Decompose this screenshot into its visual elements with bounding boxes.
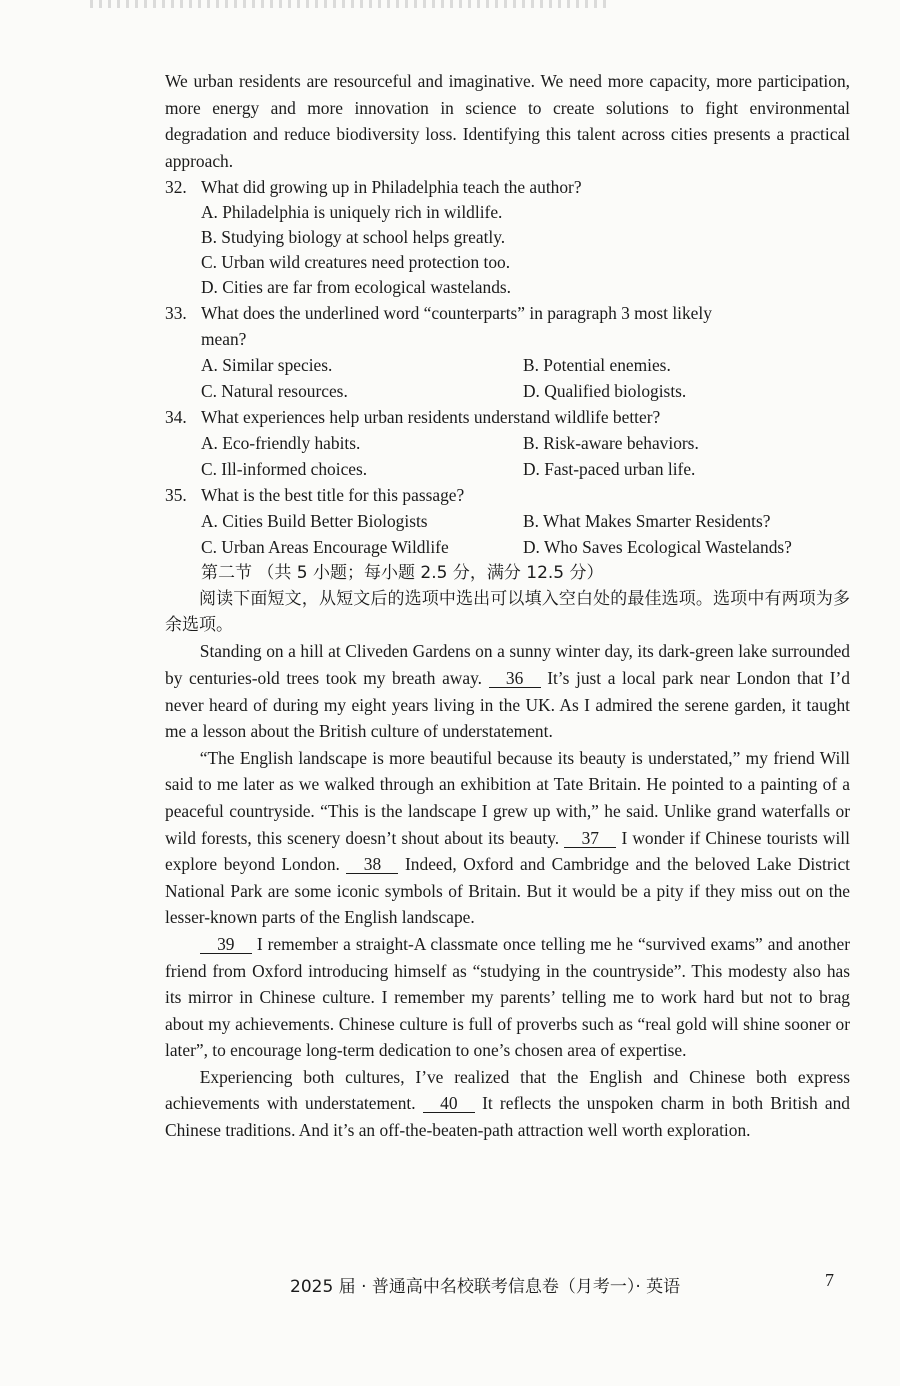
question-35 <box>165 482 850 560</box>
footer-title: 2025 届 · 普通高中名校联考信息卷（月考一）· 英语 <box>290 1277 681 1297</box>
question-34 <box>165 404 850 482</box>
option-b: B. What Makes Smarter Residents? <box>523 511 771 532</box>
question-stem: What did growing up in Philadelphia teach the author? <box>201 177 582 198</box>
option-b: B. Potential enemies. <box>523 355 671 376</box>
question-stem: What does the underlined word “counterparts” in paragraph 3 most likely <box>201 303 712 324</box>
option-a: A. Similar species. <box>201 355 333 376</box>
option-c: C. Ill-informed choices. <box>201 459 368 480</box>
question-32 <box>165 174 850 300</box>
page-content <box>165 68 850 1144</box>
page-footer <box>0 1266 900 1296</box>
cloze-paragraph-3: 39 I remember a straight-A classmate once telling me he “survived exams” and another friend from Oxford introducing himself as “studying in the countryside”. This modesty also has its mirror in Chinese culture. I remember my parents’ telling me to work hard but not to brag about my achievements. Chinese culture is full of proverbs such as “real gold will shine sooner or later”, to encourage long-term dedication to one’s chosen area of expertise. <box>165 933 850 1061</box>
scan-artifact <box>90 0 610 8</box>
question-stem-continued: mean? <box>201 329 247 350</box>
question-stem: What is the best title for this passage? <box>201 485 465 506</box>
option-d: D. Qualified biologists. <box>523 381 687 402</box>
option-d: D. Fast-paced urban life. <box>523 459 696 480</box>
question-stem: What experiences help urban residents understand wildlife better? <box>201 407 661 428</box>
option-a: A. Eco-friendly habits. <box>201 433 361 454</box>
passage-final-paragraph: We urban residents are resourceful and imaginative. We need more capacity, more participation, more energy and more innovation in science to create solutions to fight environmental degradation and reduce biodiversity loss. Identifying this talent across cities presents a practical approach. <box>165 71 850 171</box>
blank-40: 40 <box>423 1094 475 1113</box>
page-number: 7 <box>825 1270 834 1290</box>
cloze-paragraph-4: Experiencing both cultures, I’ve realized that the English and Chinese both express achievements with understatement. 40 It reflects the unspoken charm in both British and Chinese traditions. And it’s an off-the-beaten-path attraction well worth exploration. <box>165 1066 850 1141</box>
option-d: D. Cities are far from ecological wastelands. <box>201 277 512 298</box>
section-instruction: 阅读下面短文，从短文后的选项中选出可以填入空白处的最佳选项。选项中有两项为多余选项。 <box>165 589 850 636</box>
question-number: 32. <box>165 177 187 198</box>
option-c: C. Urban Areas Encourage Wildlife <box>201 537 449 558</box>
option-a: A. Cities Build Better Biologists <box>201 511 428 532</box>
question-number: 35. <box>165 485 187 506</box>
blank-38: 38 <box>346 855 398 874</box>
option-d: D. Who Saves Ecological Wastelands? <box>523 537 792 558</box>
option-c: C. Urban wild creatures need protection too. <box>201 252 511 273</box>
blank-37: 37 <box>564 829 616 848</box>
option-a: A. Philadelphia is uniquely rich in wildlife. <box>201 202 503 223</box>
question-33 <box>165 300 850 404</box>
cloze-paragraph-2: “The English landscape is more beautiful because its beauty is understated,” my friend Will said to me later as we walked through an exhibition at Tate Britain. He pointed to a painting of a peaceful countryside. “This is the landscape I grew up with,” he said. Unlike grand waterfalls or wild forests, this scenery doesn’t shout about its beauty. 37 I wonder if Chinese tourists will explore beyond London. 38 Indeed, Oxford and Cambridge and the beloved Lake District National Park are some iconic symbols of Britain. But it would be a pity if they miss out on the lesser-known parts of the English landscape. <box>165 747 850 928</box>
blank-39: 39 <box>200 935 252 954</box>
blank-36: 36 <box>489 669 541 688</box>
option-b: B. Studying biology at school helps greatly. <box>201 227 506 248</box>
cloze-paragraph-1: Standing on a hill at Cliveden Gardens on a sunny winter day, its dark-green lake surrounded by centuries-old trees took my breath away. 36 It’s just a local park near London that I’d never heard of during my eight years living in the UK. As I admired the serene garden, it taught me a lesson about the British culture of understatement. <box>165 641 850 742</box>
option-c: C. Natural resources. <box>201 381 348 402</box>
question-number: 34. <box>165 407 187 428</box>
option-b: B. Risk-aware behaviors. <box>523 433 699 454</box>
question-number: 33. <box>165 303 187 324</box>
section-heading: 第二节 （共 5 小题；每小题 2.5 分，满分 12.5 分） <box>201 563 604 584</box>
